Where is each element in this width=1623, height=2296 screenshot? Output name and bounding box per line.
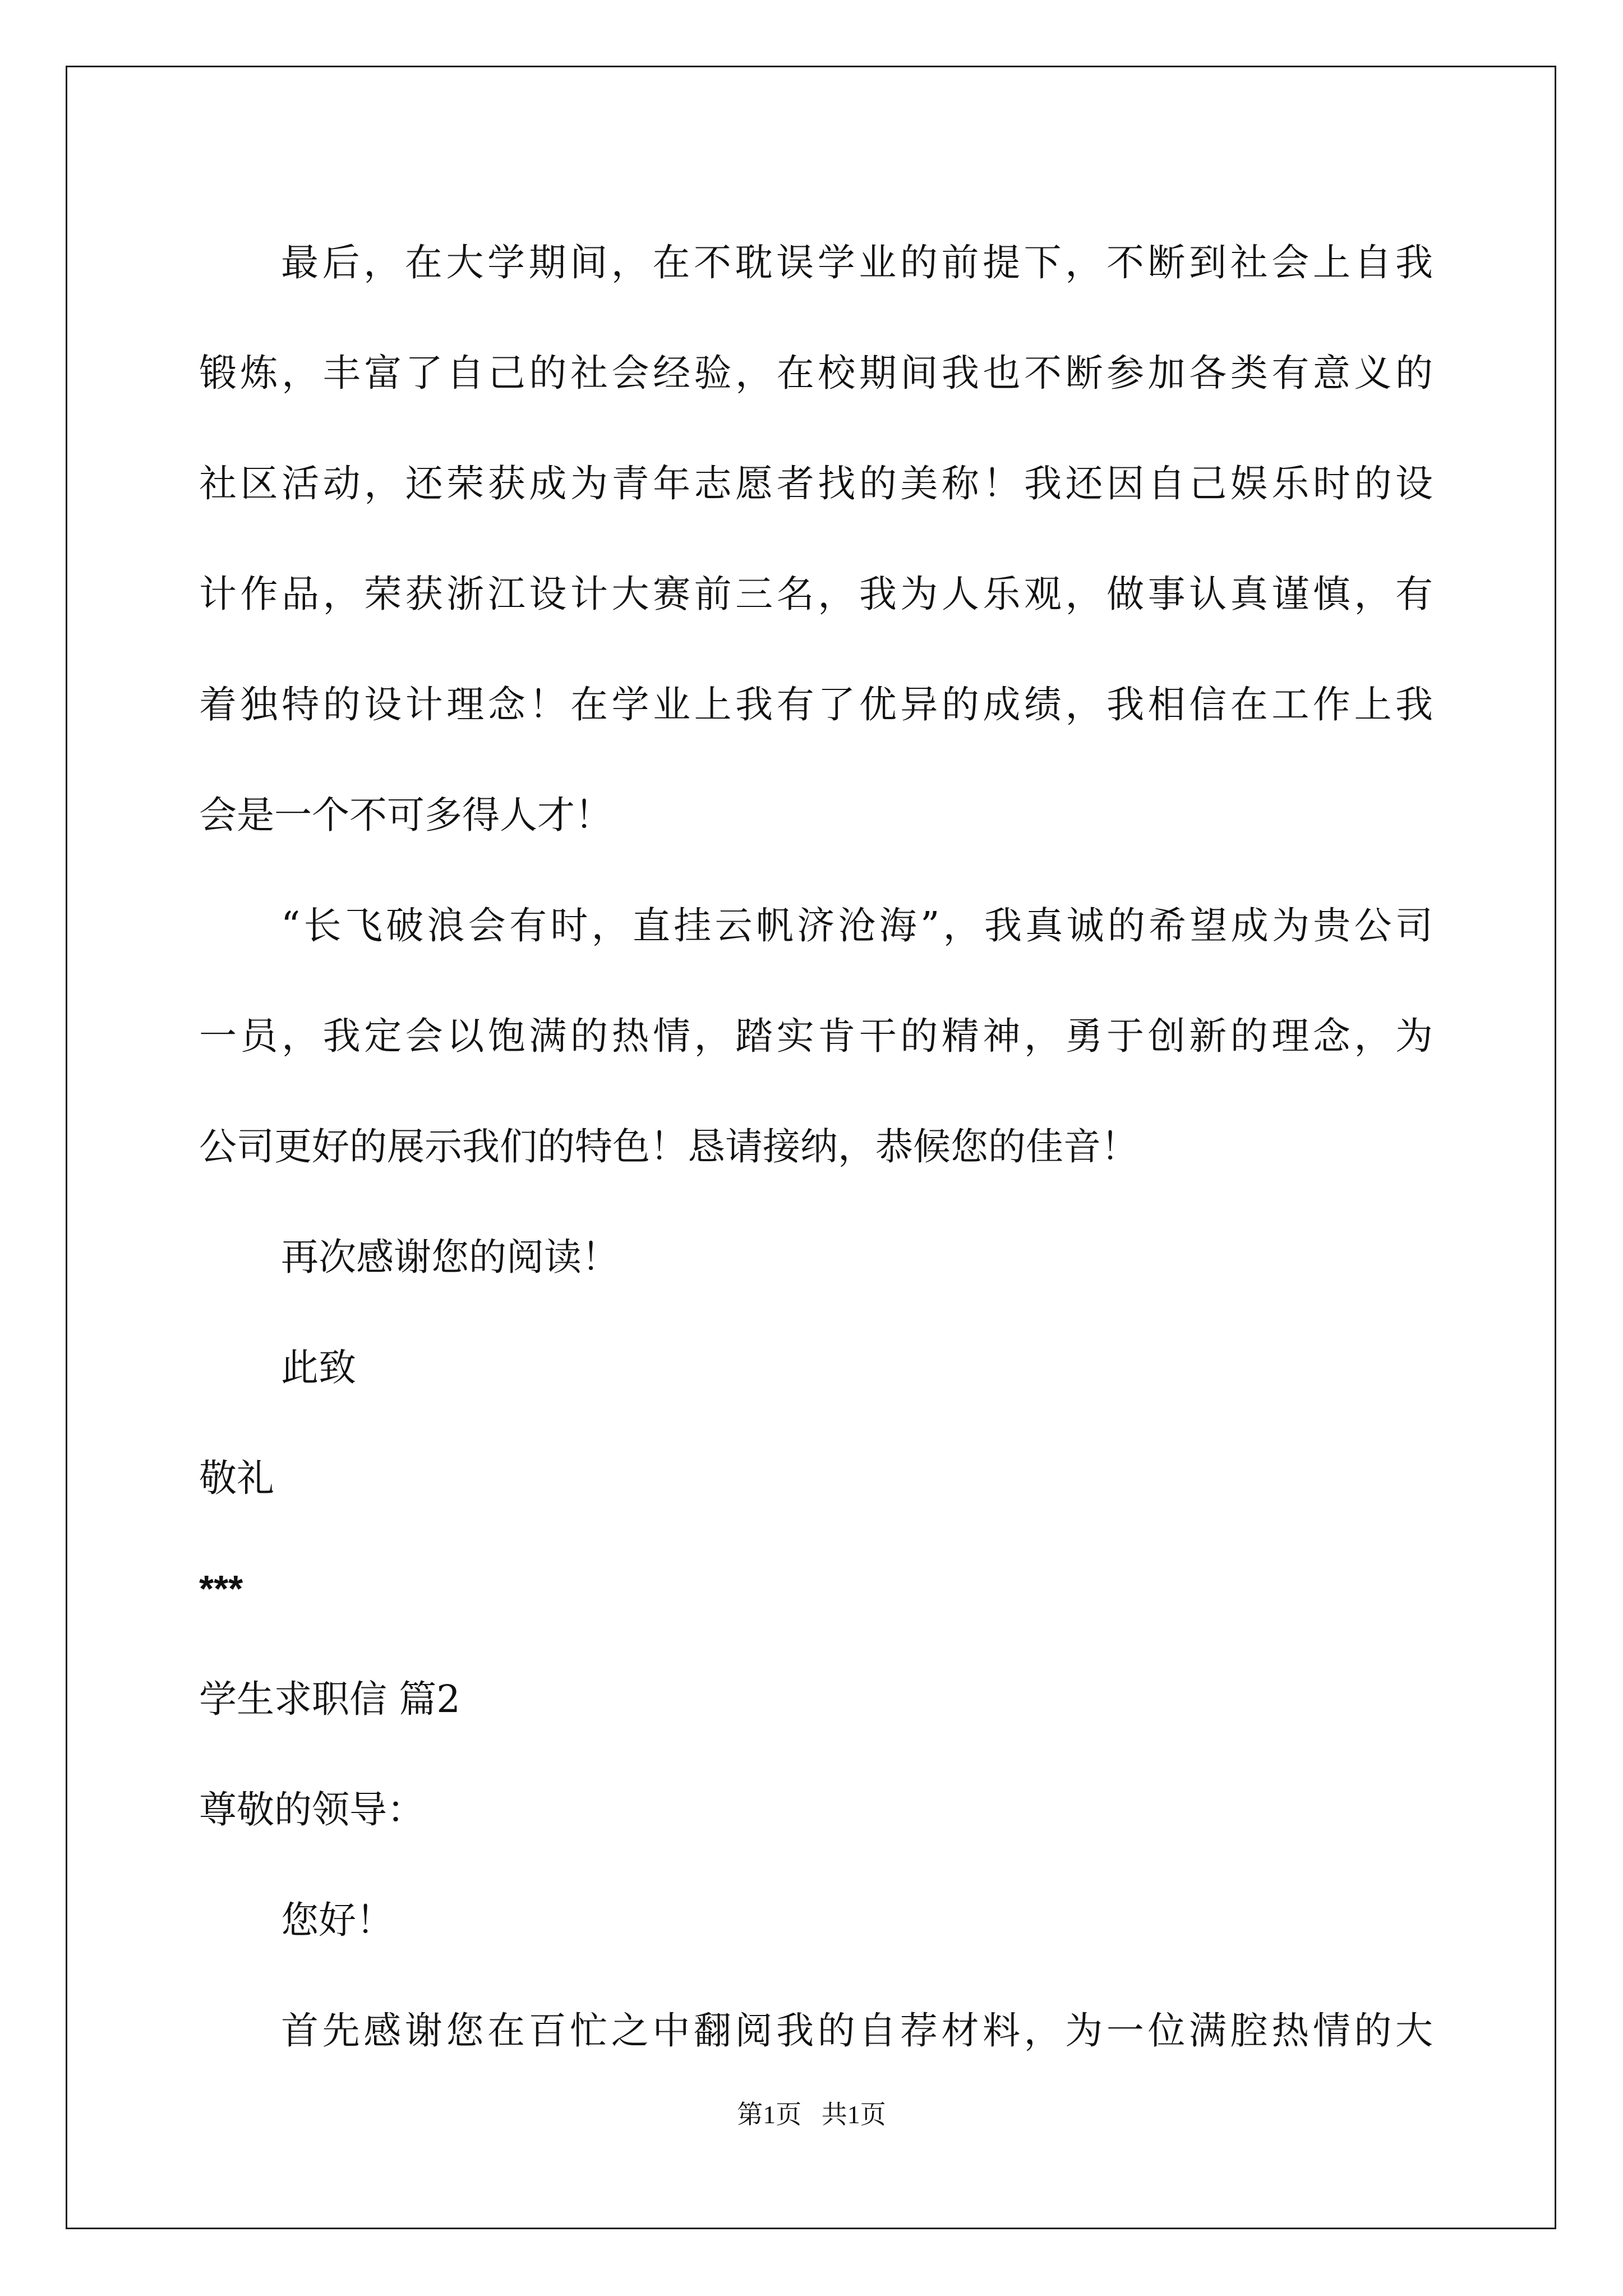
closing-line: 此致 <box>281 1346 356 1389</box>
paragraph-line: 最后，在大学期间，在不耽误学业的前提下，不断到社会上自我 <box>281 241 1433 284</box>
section-title: 学生求职信 篇2 <box>199 1677 460 1721</box>
document-body <box>199 208 1433 2086</box>
signature: *** <box>199 1568 243 1610</box>
page-total: 共1页 <box>821 2100 886 2129</box>
thanks-line: 再次感谢您的阅读！ <box>281 1235 619 1279</box>
paragraph-line: “长飞破浪会有时，直挂云帆济沧海”，我真诚的希望成为贵公司 <box>281 904 1433 947</box>
paragraph-line: 社区活动，还荣获成为青年志愿者找的美称！我还因自己娱乐时的设 <box>199 462 1433 505</box>
paragraph-line: 计作品，荣获浙江设计大赛前三名，我为人乐观，做事认真谨慎，有 <box>199 572 1433 616</box>
paragraph-line: 公司更好的展示我们的特色！恳请接纳，恭候您的佳音！ <box>199 1125 1138 1168</box>
paragraph-line: 会是一个不可多得人才！ <box>199 793 612 837</box>
page-number: 第1页 <box>737 2100 802 2129</box>
salutation: 尊敬的领导： <box>199 1788 425 1832</box>
paragraph-line: 着独特的设计理念！在学业上我有了优异的成绩，我相信在工作上我 <box>199 683 1433 726</box>
paragraph-line: 锻炼，丰富了自己的社会经验，在校期间我也不断参加各类有意义的 <box>199 351 1433 395</box>
regards-line: 敬礼 <box>199 1456 274 1500</box>
greeting: 您好！ <box>281 1898 394 1942</box>
paragraph-line: 首先感谢您在百忙之中翻阅我的自荐材料，为一位满腔热情的大 <box>281 2009 1433 2053</box>
paragraph-line: 一员，我定会以饱满的热情，踏实肯干的精神，勇于创新的理念，为 <box>199 1014 1433 1058</box>
page-footer <box>0 2094 1623 2131</box>
